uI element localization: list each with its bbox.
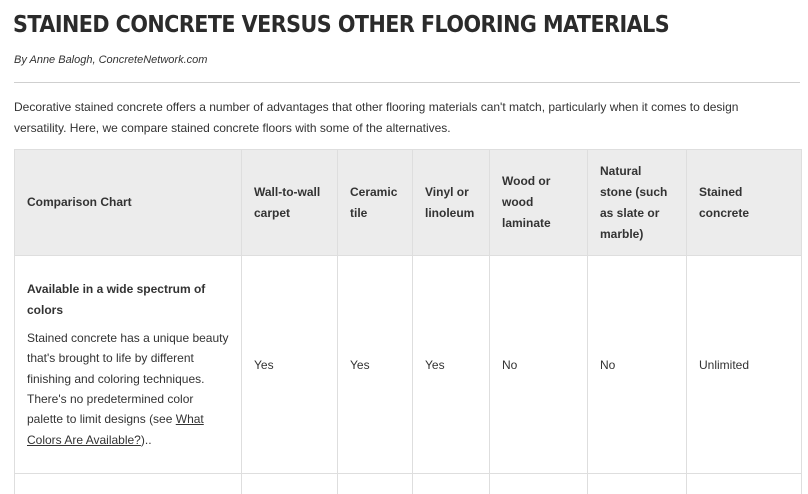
colors-available-link[interactable]: What Colors Are Available? [27,412,204,446]
page-title: STAINED CONCRETE VERSUS OTHER FLOORING MATERIALS [13,12,669,38]
feature-cell [15,256,242,474]
divider [14,82,800,83]
feature-description-end: ).. [141,433,152,447]
value-carpet: Yes [242,256,338,474]
value-vinyl: Yes [413,256,490,474]
feature-description-text: Stained concrete has a unique beauty that's brought to life by different finishing and coloring techniques. There's no predetermined color palette to limit designs (see [27,331,228,426]
value-natural-stone: No [588,256,687,474]
table-row-partial [15,474,802,494]
header-ceramic-tile: Ceramic tile [338,150,413,256]
comparison-table [14,149,802,494]
partial-cell [413,474,490,494]
header-vinyl: Vinyl or linoleum [413,150,490,256]
feature-title: Available in a wide spectrum of colors [27,279,229,321]
table-header-row [15,150,802,256]
header-natural-stone: Natural stone (such as slate or marble) [588,150,687,256]
header-comparison-chart: Comparison Chart [15,150,242,256]
partial-cell [242,474,338,494]
value-wood: No [490,256,588,474]
table-row [15,256,802,474]
header-wood: Wood or wood laminate [490,150,588,256]
header-carpet: Wall-to-wall carpet [242,150,338,256]
partial-cell [687,474,802,494]
partial-cell [338,474,413,494]
partial-cell [15,474,242,494]
partial-cell [588,474,687,494]
feature-description [27,328,229,450]
intro-paragraph: Decorative stained concrete offers a number of advantages that other flooring materials can't match, particularly when it comes to design versatility. Here, we compare stained concrete floors with some of the alternatives. [14,97,794,139]
header-stained-concrete: Stained concrete [687,150,802,256]
byline: By Anne Balogh, ConcreteNetwork.com [14,54,207,66]
partial-cell [490,474,588,494]
value-ceramic-tile: Yes [338,256,413,474]
value-stained-concrete: Unlimited [687,256,802,474]
